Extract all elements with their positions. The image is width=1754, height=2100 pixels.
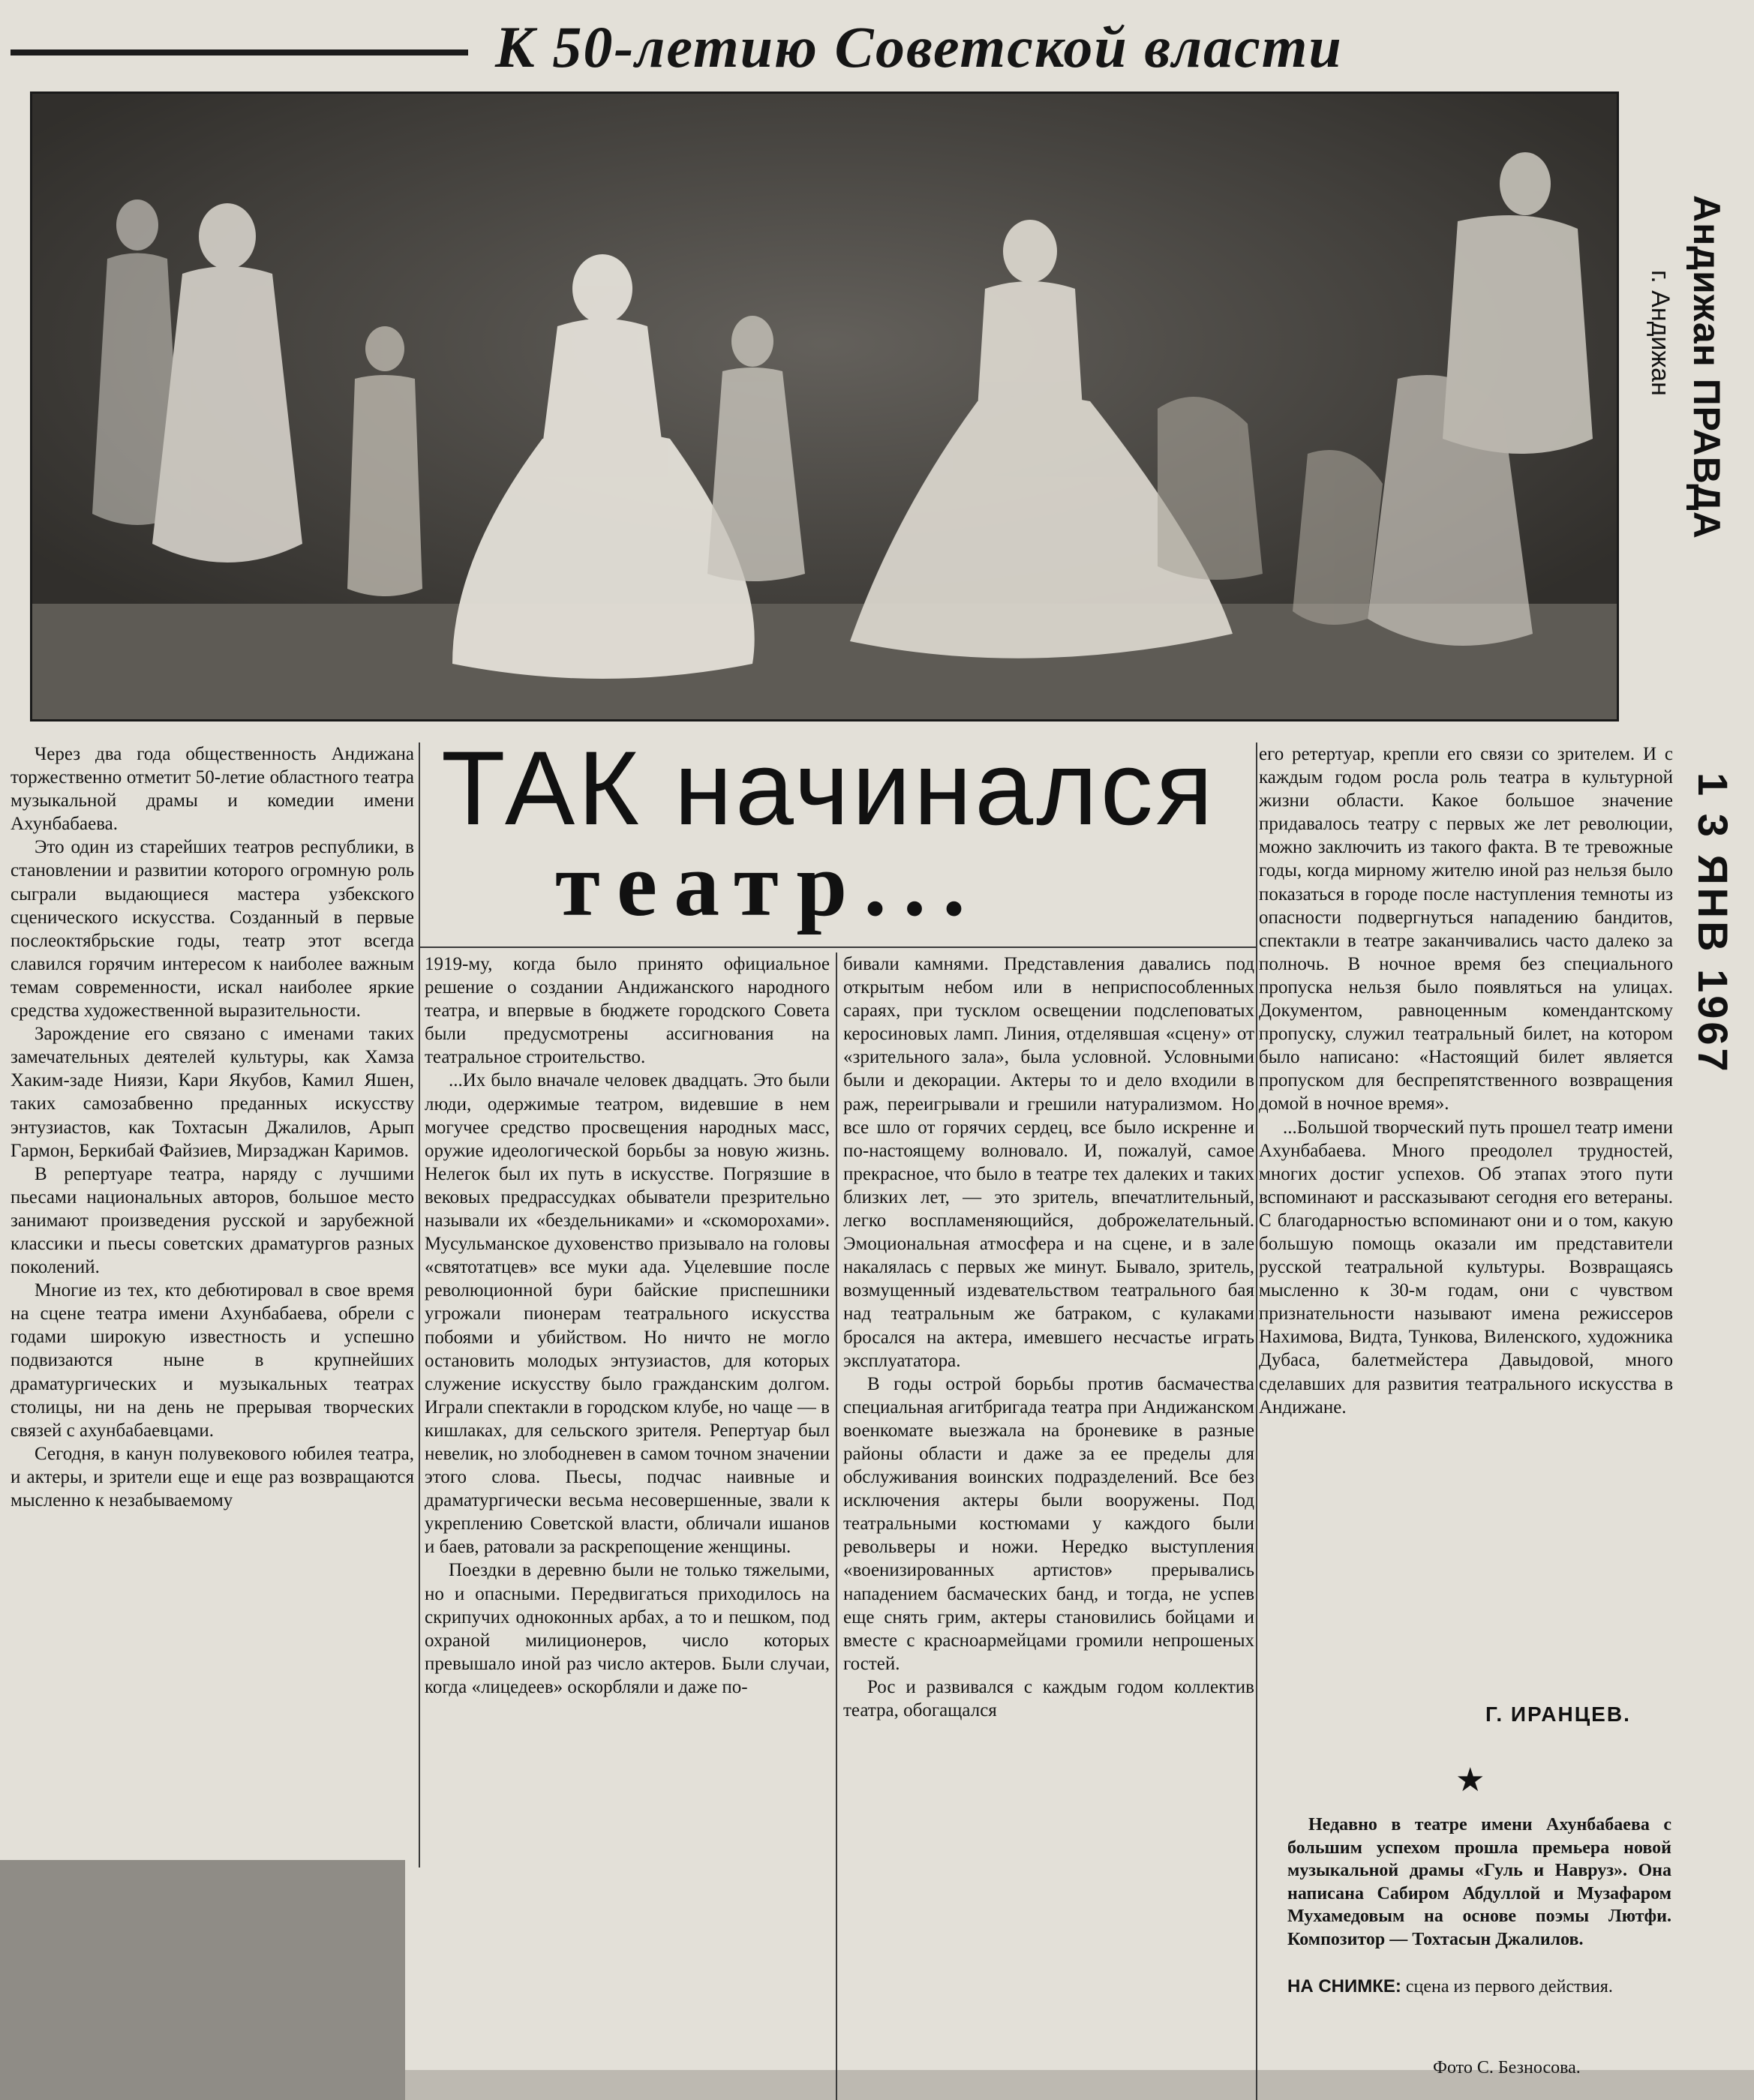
article-column-3 xyxy=(843,952,1254,2092)
headline-rule xyxy=(420,946,837,948)
headline-line-2: театр... xyxy=(555,834,982,935)
caption-text: сцена из первого действия. xyxy=(1401,1977,1613,1996)
paragraph: В годы острой борьбы против басмачества специальная агитбригада театра при Андижанском военкомате выезжала на броневике в разные районы области и даже за ее пределы для обслуживания воинских подразделений. Все без исключения актеры были вооружены. Под театральными костюмами у каждого были револьверы и ножи. Нередко выступления «военизированных артистов» прерывались нападением басмаческих банд, и тогда, не успев еще снять грим, актеры становились бойцами и вместе с красноармейцами громили непрошеных гостей. xyxy=(843,1373,1254,1674)
paragraph: Сегодня, в канун полувекового юбилея театра, и актеры, и зрители еще и еще раз возвращаются мысленно к незабываемому xyxy=(11,1443,414,1510)
premiere-note xyxy=(1287,1814,1671,1951)
newspaper-name: Андижан ПРАВДА xyxy=(1686,195,1728,539)
author-signature: Г. ИРАНЦЕВ. xyxy=(1485,1702,1631,1726)
paragraph: Зарождение его связано с именами таких замечательных деятелей культуры, как Хамза Хаким-заде Ниязи, Кари Якубов, Камил Яшен, таких самозабвенно преданных искусству энтузиастов, как Тохтасын Джалилов, Арып Гармон, Беркибай Файзиев, Мирзаджан Каримов. xyxy=(11,1024,414,1161)
headline-line-1: ТАК начинался xyxy=(441,729,1216,847)
paragraph: Через два года общественность Андижана торжественно отметит 50-летие областного театра музыкальной драмы и комедии имени Ахунбабаева. xyxy=(11,744,414,835)
caption-label: НА СНИМКЕ: xyxy=(1287,1976,1401,1996)
article-column-1 xyxy=(11,742,414,1860)
paragraph: его ретертуар, крепли его связи со зрителем. И с каждым годом росла роль театра в культурной жизни области. Какое большое значение придавалось театру с первых же лет революции, можно заключить из такого факта. В те тревожные годы, когда мирному жителю иной раз нельзя было показаться в городе после наступления темноты из опасности подвергнуться нападению бандитов, спектакли в театре заканчивались часто далеко за полночь. В ночное время без специального пропуска нельзя было появляться на улицах. Документом, равноценным комендантскому пропуску, служил театральный билет, на котором было написано: «Настоящий билет является пропуском для беспрепятственного возвращения домой в ночное время». xyxy=(1259,744,1673,1114)
article-column-4 xyxy=(1259,742,1673,1661)
stage-photo-illustration xyxy=(32,94,1617,719)
paragraph: бивали камнями. Представления давались под открытым небом или в неприспособленных сараях, при тусклом освещении подслеповатых керосиновых ламп. Линия, отделявшая «сцену» от «зрительного зала», была условной. Условными были и декорации. Актеры то и дело входили в раж, переигрывали и грешили натурализмом. Но все шло от горячих сердец, все было искренне и по-настоящему волновало. И, пожалуй, самое прекрасное, что было в театре тех далеких и таких близких лет, — это зритель, впечатлительный, легко воспламеняющийся, доброжелательный. Эмоциональная атмосфера и на сцене, и в зале накалялась с первых же минут. Бывало, зритель, возмущенный издевательством театрального бая над театральным же батраком, с кулаками бросался на актера, имевшего несчастье играть эксплуататора. xyxy=(843,954,1254,1371)
paragraph: 1919-му, когда было принято официальное решение о создании Андижанского народного театра, и впервые в бюджете городского Совета были предусмотрены ассигнования на театральное строительство. xyxy=(425,954,830,1068)
paragraph: В репертуаре театра, наряду с лучшими пьесами национальных авторов, большое место занимают произведения русской и зарубежной классики и пьесы советских драматургов разных поколений. xyxy=(11,1163,414,1278)
star-icon: ★ xyxy=(1455,1762,1485,1798)
paragraph: ...Большой творческий путь прошел театр имени Ахунбабаева. Много преодолел трудностей, многих достиг успехов. Об этапах этого пути вспоминают и рассказывают сегодня его ветераны. С благодарностью вспоминают они и о том, какую большую помощь оказали им представители русской театральной культуры. Возвращаясь мысленно к 30-м годам, они с чувством признательности называют имена режиссеров Нахимова, Видта, Тункова, Виленского, художника Дубаса, балетмейстера Давыдовой, много сделавших для развития театрального искусства в Андижане. xyxy=(1259,1117,1673,1418)
photo-caption xyxy=(1287,1976,1671,1999)
background-margin xyxy=(0,1860,405,2100)
paragraph: ...Их было вначале человек двадцать. Это были люди, одержимые театром, видевшие в нем могучее средство просвещения народных масс, оружие идеологической борьбы за новую жизнь. Нелегок был их путь в искусстве. Погрязшие в вековых предрассудках обыватели презрительно называли их «бездельниками» и «скоморохами». Мусульманское духовенство призывало на головы «святотатцев» все муки ада. Уцелевшие после революционной бури байские приспешники угрожали пионерам театрального искусства побоями и убийством. Но ничто не могло остановить молодых энтузиастов, для которых служение искусству было гражданским долгом. Играли спектакли в городском клубе, но чаще — в кишлаках, для сельского зрителя. Репертуар был невелик, но злободневен в самом точном значении этого слова. Пьесы, подчас наивные и драматургически весьма несовершенные, звали к укреплению Советской власти, обличали ишанов и баев, ратовали за раскрепощение женщины. xyxy=(425,1070,830,1558)
column-rule xyxy=(836,952,837,2100)
article-column-2 xyxy=(425,952,830,2092)
paragraph: Это один из старейших театров республики, в становлении и развитии которого огромную роль сыграли выдающиеся мастера узбекского сценического искусства. Созданный в первые послеоктябрьские годы, театр этот всегда славился горячим интересом к наиболее важным темам современности, искал наиболее яркие средства художественной выразительности. xyxy=(11,837,414,1022)
newspaper-city: г. Андижан xyxy=(1646,270,1674,396)
paragraph: Рос и развивался с каждым годом коллектив театра, обогащался xyxy=(843,1676,1254,1720)
paragraph: Поездки в деревню были не только тяжелыми, но и опасными. Передвигаться приходилось на скрипучих одноконных арбах, а то и пешком, под охраной милиционеров, число которых превышало иной раз число актеров. Были случаи, когда «лицедеев» оскорбляли и даже по- xyxy=(425,1560,830,1697)
note-text: Недавно в театре имени Ахунбабаева с большим успехом прошла премьера новой музыкальной драмы «Гуль и Навруз». Она написана Сабиром Абдуллой и Музафаром Мухамедовым на основе поэмы Лютфи. Композитор — Тохтасын Джалилов. xyxy=(1287,1815,1671,1949)
photo-credit: Фото С. Безносова. xyxy=(1433,2058,1581,2078)
paragraph: Многие из тех, кто дебютировал в свое время на сцене театра имени Ахунбабаева, обрели с годами широкую известность и успешно подвизаются ныне в крупнейших драматургических и музыкальных театрах столицы, ни на день не прерывая творческих связей с ахунбабаевцами. xyxy=(11,1280,414,1441)
stage-photo xyxy=(30,92,1619,722)
column-rule xyxy=(419,742,420,1868)
rubric-heading: К 50-летию Советской власти xyxy=(495,14,1343,80)
rubric-rule xyxy=(11,50,468,56)
headline-rule xyxy=(837,946,1257,948)
newspaper-date: 1 3 ЯНВ 1967 xyxy=(1689,772,1737,1075)
